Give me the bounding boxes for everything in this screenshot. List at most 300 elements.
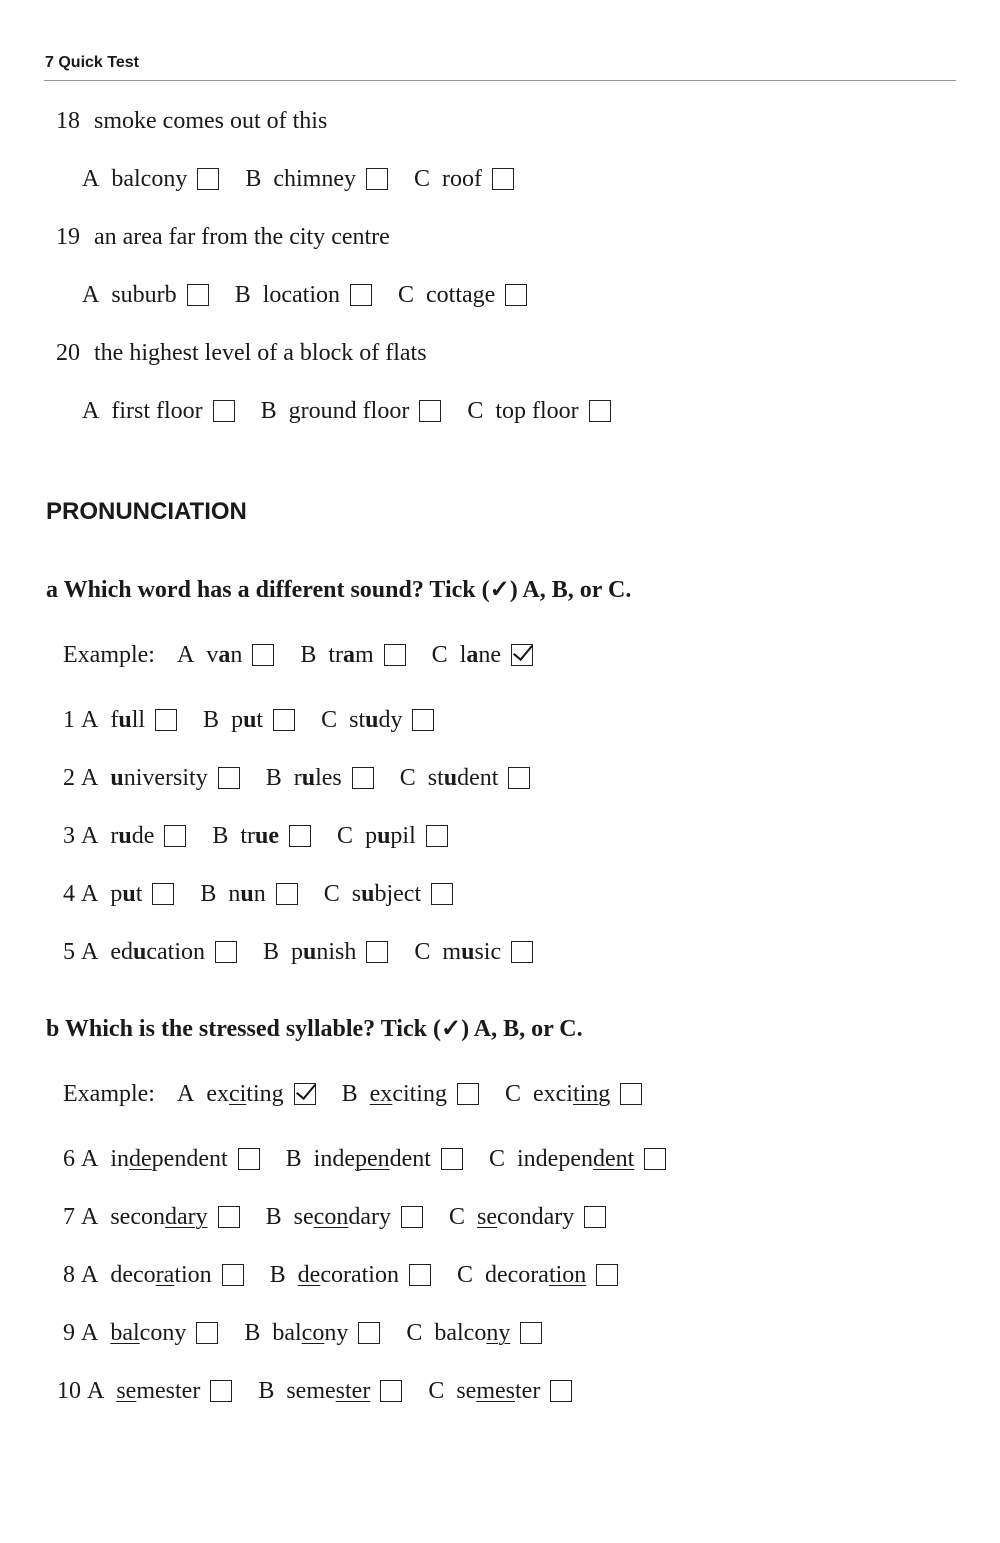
option-1-b bbox=[203, 706, 295, 734]
word-part: ny bbox=[324, 1320, 349, 1346]
word-highlight: se bbox=[116, 1378, 137, 1404]
word-part: de bbox=[131, 823, 155, 849]
checkbox[interactable] bbox=[289, 825, 311, 847]
word-part: tr bbox=[240, 823, 256, 849]
item-number: 6 bbox=[63, 1146, 75, 1172]
option-word bbox=[370, 1080, 447, 1108]
checkbox[interactable] bbox=[215, 941, 237, 963]
word-part: cony bbox=[139, 1320, 187, 1346]
option-19-c bbox=[398, 281, 527, 309]
checkbox[interactable] bbox=[155, 709, 177, 731]
checkbox[interactable] bbox=[644, 1148, 666, 1170]
word-part: m bbox=[355, 642, 374, 668]
word-highlight: se bbox=[477, 1204, 497, 1230]
option-word bbox=[206, 1080, 283, 1108]
option-10-b bbox=[258, 1377, 402, 1405]
option-letter: A bbox=[81, 1146, 99, 1172]
option-4-b bbox=[200, 880, 297, 908]
word-part: v bbox=[206, 642, 219, 668]
item-8 bbox=[63, 1261, 618, 1289]
question-18 bbox=[56, 107, 327, 135]
word-part: exci bbox=[532, 1081, 573, 1107]
word-highlight: a bbox=[218, 642, 231, 668]
item-number: 10 bbox=[57, 1378, 81, 1404]
checkbox-20-b[interactable] bbox=[419, 400, 441, 422]
item-3 bbox=[63, 822, 448, 850]
option-letter: C bbox=[488, 1146, 505, 1172]
word-highlight: dent bbox=[592, 1146, 635, 1172]
option-word bbox=[314, 1145, 431, 1173]
word-highlight: u bbox=[122, 881, 136, 907]
option-3-b bbox=[212, 822, 311, 850]
question-number: 19 bbox=[56, 224, 80, 250]
option-word: top floor bbox=[495, 398, 579, 424]
checkbox-20-c[interactable] bbox=[589, 400, 611, 422]
checkbox[interactable] bbox=[511, 941, 533, 963]
option-word bbox=[110, 1145, 227, 1173]
option-word bbox=[286, 1377, 370, 1405]
word-highlight: u bbox=[110, 765, 124, 791]
option-6-c bbox=[489, 1145, 666, 1173]
word-highlight: con bbox=[313, 1204, 349, 1230]
word-part: pil bbox=[390, 823, 416, 849]
option-word bbox=[533, 1080, 610, 1108]
option-19-a bbox=[82, 281, 209, 309]
checkbox[interactable] bbox=[508, 767, 530, 789]
option-letter: A bbox=[82, 166, 100, 192]
checkbox[interactable] bbox=[210, 1380, 232, 1402]
checkbox[interactable] bbox=[457, 1083, 479, 1105]
option-3-c bbox=[337, 822, 448, 850]
option-word bbox=[428, 764, 499, 792]
word-highlight: a bbox=[343, 642, 355, 668]
word-part: n bbox=[228, 881, 241, 907]
checkbox-ticked[interactable] bbox=[294, 1083, 316, 1105]
instruction-a: a Which word has a different sound? Tick (✓) A, B, or C. bbox=[46, 577, 632, 603]
word-part: m bbox=[442, 939, 462, 965]
option-word bbox=[442, 938, 501, 966]
word-part: citing bbox=[392, 1081, 447, 1107]
question-prompt: smoke comes out of this bbox=[94, 108, 328, 134]
word-part: ll bbox=[131, 707, 146, 733]
option-example-a bbox=[177, 641, 274, 669]
checkbox[interactable] bbox=[218, 1206, 240, 1228]
word-part: t bbox=[256, 707, 264, 733]
checkbox[interactable] bbox=[384, 644, 406, 666]
word-highlight: u bbox=[243, 707, 257, 733]
option-letter: B bbox=[260, 398, 277, 424]
word-part: decora bbox=[484, 1262, 549, 1288]
option-letter: C bbox=[413, 166, 430, 192]
option-word bbox=[110, 764, 207, 792]
option-letter: C bbox=[321, 707, 338, 733]
option-letter: B bbox=[203, 707, 220, 733]
example-label: Example: bbox=[63, 1081, 155, 1107]
checkbox[interactable] bbox=[152, 883, 174, 905]
option-word bbox=[110, 1203, 207, 1231]
checkbox[interactable] bbox=[550, 1380, 572, 1402]
option-letter: B bbox=[200, 881, 217, 907]
option-7-c bbox=[449, 1203, 606, 1231]
option-5-b bbox=[263, 938, 388, 966]
checkbox-18-c[interactable] bbox=[492, 168, 514, 190]
option-word bbox=[298, 1261, 399, 1289]
word-highlight: de bbox=[297, 1262, 321, 1288]
checkbox[interactable] bbox=[584, 1206, 606, 1228]
option-letter: A bbox=[81, 823, 99, 849]
word-highlight: u bbox=[118, 823, 132, 849]
checkbox-20-a[interactable] bbox=[213, 400, 235, 422]
checkbox-18-b[interactable] bbox=[366, 168, 388, 190]
option-2-a bbox=[63, 764, 240, 792]
option-word: suburb bbox=[111, 282, 177, 308]
word-part: tr bbox=[328, 642, 343, 668]
options-20 bbox=[82, 397, 611, 425]
option-word: balcony bbox=[111, 166, 188, 192]
header-title: 7 Quick Test bbox=[45, 54, 139, 71]
option-letter: B bbox=[341, 1081, 358, 1107]
option-word bbox=[477, 1203, 574, 1231]
item-7 bbox=[63, 1203, 606, 1231]
option-5-c bbox=[414, 938, 533, 966]
word-part: sic bbox=[474, 939, 502, 965]
word-part: deco bbox=[110, 1262, 156, 1288]
option-letter: C bbox=[398, 282, 415, 308]
option-word bbox=[328, 641, 373, 669]
example-line bbox=[63, 1080, 642, 1108]
option-word bbox=[228, 880, 265, 908]
option-word: location bbox=[262, 282, 341, 308]
word-part: dy bbox=[378, 707, 403, 733]
word-highlight: u bbox=[365, 707, 379, 733]
word-highlight: u bbox=[461, 939, 475, 965]
option-8-c bbox=[457, 1261, 618, 1289]
word-highlight: u bbox=[118, 707, 132, 733]
question-prompt: the highest level of a block of flats bbox=[94, 340, 427, 366]
option-word bbox=[110, 1319, 186, 1347]
option-word bbox=[434, 1319, 510, 1347]
checkbox-ticked[interactable] bbox=[511, 644, 533, 666]
options-19 bbox=[82, 281, 527, 309]
word-part: st bbox=[349, 707, 366, 733]
checkbox[interactable] bbox=[431, 883, 453, 905]
word-part: st bbox=[427, 765, 444, 791]
option-letter: B bbox=[265, 765, 282, 791]
word-part: ex bbox=[206, 1081, 229, 1107]
checkbox[interactable] bbox=[273, 709, 295, 731]
word-part: niversity bbox=[123, 765, 208, 791]
option-example-c bbox=[505, 1080, 642, 1108]
word-highlight: ny bbox=[486, 1320, 511, 1346]
option-19-b bbox=[235, 281, 372, 309]
option-letter: A bbox=[81, 1262, 99, 1288]
word-part: p bbox=[231, 707, 244, 733]
option-letter: C bbox=[399, 765, 416, 791]
option-letter: C bbox=[448, 1204, 465, 1230]
question-number: 20 bbox=[56, 340, 80, 366]
option-word bbox=[272, 1319, 348, 1347]
option-word bbox=[291, 938, 356, 966]
option-8-a bbox=[63, 1261, 244, 1289]
checkbox[interactable] bbox=[358, 1322, 380, 1344]
item-number: 1 bbox=[63, 707, 75, 733]
option-word: chimney bbox=[273, 166, 356, 192]
word-part: r bbox=[110, 823, 119, 849]
checkbox[interactable] bbox=[520, 1322, 542, 1344]
option-letter: A bbox=[81, 765, 99, 791]
option-word bbox=[110, 1261, 211, 1289]
word-part: seme bbox=[286, 1378, 336, 1404]
option-18-c bbox=[414, 165, 514, 193]
word-part: les bbox=[315, 765, 342, 791]
option-letter: B bbox=[265, 1204, 282, 1230]
word-highlight: bal bbox=[110, 1320, 140, 1346]
option-7-b bbox=[266, 1203, 423, 1231]
word-highlight: u bbox=[240, 881, 254, 907]
checkbox[interactable] bbox=[426, 825, 448, 847]
word-part: p bbox=[365, 823, 378, 849]
checkbox[interactable] bbox=[401, 1206, 423, 1228]
option-7-a bbox=[63, 1203, 240, 1231]
option-word bbox=[110, 706, 145, 734]
word-highlight: ting bbox=[572, 1081, 611, 1107]
word-highlight: u bbox=[443, 765, 458, 791]
checkbox[interactable] bbox=[380, 1380, 402, 1402]
checkbox-19-c[interactable] bbox=[505, 284, 527, 306]
checkbox[interactable] bbox=[276, 883, 298, 905]
option-letter: A bbox=[81, 707, 99, 733]
word-part: condary bbox=[497, 1204, 575, 1230]
option-2-b bbox=[266, 764, 374, 792]
word-highlight: u bbox=[303, 939, 317, 965]
word-highlight: pen bbox=[355, 1146, 390, 1172]
option-20-a bbox=[82, 397, 235, 425]
word-part: ne bbox=[478, 642, 502, 668]
option-9-b bbox=[244, 1319, 380, 1347]
word-part: se bbox=[456, 1378, 477, 1404]
word-highlight: u bbox=[361, 881, 375, 907]
option-20-c bbox=[467, 397, 610, 425]
option-letter: C bbox=[504, 1081, 521, 1107]
option-word bbox=[231, 706, 263, 734]
option-letter: C bbox=[467, 398, 484, 424]
option-letter: C bbox=[456, 1262, 473, 1288]
instruction-b: b Which is the stressed syllable? Tick (✓) A, B, or C. bbox=[46, 1016, 583, 1042]
option-word bbox=[240, 822, 279, 850]
item-5 bbox=[63, 938, 533, 966]
option-word bbox=[365, 822, 416, 850]
word-part: ter bbox=[515, 1378, 541, 1404]
example-label: Example: bbox=[63, 642, 155, 668]
option-letter: A bbox=[81, 1204, 99, 1230]
option-letter: A bbox=[82, 398, 100, 424]
checkbox[interactable] bbox=[218, 767, 240, 789]
option-1-a bbox=[63, 706, 177, 734]
word-part: in bbox=[110, 1146, 130, 1172]
option-letter: B bbox=[244, 1320, 261, 1346]
word-part: p bbox=[291, 939, 304, 965]
option-word: cottage bbox=[426, 282, 496, 308]
option-letter: A bbox=[176, 642, 195, 668]
item-9 bbox=[63, 1319, 542, 1347]
item-number: 5 bbox=[63, 939, 75, 965]
word-highlight: ex bbox=[369, 1081, 393, 1107]
option-letter: A bbox=[81, 881, 99, 907]
word-part: balco bbox=[434, 1320, 487, 1346]
word-highlight: ue bbox=[255, 823, 280, 849]
option-letter: C bbox=[337, 823, 354, 849]
option-18-b bbox=[245, 165, 388, 193]
option-word bbox=[116, 1377, 200, 1405]
option-word: roof bbox=[442, 166, 482, 192]
item-number: 4 bbox=[63, 881, 75, 907]
word-part: l bbox=[459, 642, 467, 668]
option-letter: A bbox=[176, 1081, 195, 1107]
option-2-c bbox=[400, 764, 531, 792]
word-part: r bbox=[293, 765, 302, 791]
option-5-a bbox=[63, 938, 237, 966]
option-letter: A bbox=[82, 282, 100, 308]
word-part: mester bbox=[136, 1378, 201, 1404]
option-letter: B bbox=[263, 939, 280, 965]
item-6 bbox=[63, 1145, 666, 1173]
checkbox[interactable] bbox=[352, 767, 374, 789]
word-part: f bbox=[110, 707, 119, 733]
checkbox[interactable] bbox=[366, 941, 388, 963]
word-highlight: u bbox=[133, 939, 147, 965]
option-9-c bbox=[406, 1319, 542, 1347]
option-word bbox=[110, 938, 205, 966]
option-letter: C bbox=[428, 1378, 445, 1404]
word-highlight: dary bbox=[165, 1204, 208, 1230]
word-part: s bbox=[351, 881, 362, 907]
checkbox-19-b[interactable] bbox=[350, 284, 372, 306]
checkbox[interactable] bbox=[412, 709, 434, 731]
word-highlight: ci bbox=[228, 1081, 247, 1107]
item-number: 8 bbox=[63, 1262, 75, 1288]
item-number: 2 bbox=[63, 765, 75, 791]
word-part: se bbox=[293, 1204, 314, 1230]
item-number: 9 bbox=[63, 1320, 75, 1346]
option-letter: B bbox=[234, 282, 251, 308]
option-20-b bbox=[261, 397, 442, 425]
option-word bbox=[206, 641, 242, 669]
word-part: indepen bbox=[517, 1146, 593, 1172]
word-highlight: mes bbox=[476, 1378, 515, 1404]
checkbox[interactable] bbox=[620, 1083, 642, 1105]
question-number: 18 bbox=[56, 108, 80, 134]
options-18 bbox=[82, 165, 514, 193]
option-word bbox=[294, 764, 342, 792]
option-word bbox=[460, 641, 501, 669]
option-10-c bbox=[428, 1377, 572, 1405]
option-letter: A bbox=[81, 939, 99, 965]
word-part: bject bbox=[374, 881, 422, 907]
option-example-b bbox=[300, 641, 405, 669]
item-1 bbox=[63, 706, 434, 734]
word-highlight: ster bbox=[335, 1378, 371, 1404]
option-letter: C bbox=[406, 1320, 423, 1346]
question-20 bbox=[56, 339, 427, 367]
option-6-b bbox=[286, 1145, 463, 1173]
item-10 bbox=[57, 1377, 572, 1405]
checkbox[interactable] bbox=[409, 1264, 431, 1286]
option-letter: B bbox=[285, 1146, 302, 1172]
word-part: cation bbox=[146, 939, 205, 965]
word-part: bal bbox=[272, 1320, 302, 1346]
section-title: PRONUNCIATION bbox=[46, 498, 247, 525]
option-example-a bbox=[177, 1080, 316, 1108]
option-word bbox=[294, 1203, 391, 1231]
example-line bbox=[63, 641, 533, 669]
option-4-a bbox=[63, 880, 174, 908]
option-9-a bbox=[63, 1319, 218, 1347]
word-part: pendent bbox=[151, 1146, 228, 1172]
option-word bbox=[110, 880, 142, 908]
word-part: dary bbox=[348, 1204, 391, 1230]
option-3-a bbox=[63, 822, 186, 850]
checkbox-19-a[interactable] bbox=[187, 284, 209, 306]
checkbox[interactable] bbox=[596, 1264, 618, 1286]
option-8-b bbox=[270, 1261, 431, 1289]
option-letter: B bbox=[245, 166, 262, 192]
option-letter: B bbox=[258, 1378, 275, 1404]
checkbox[interactable] bbox=[164, 825, 186, 847]
option-1-c bbox=[321, 706, 434, 734]
word-part: coration bbox=[320, 1262, 399, 1288]
option-4-c bbox=[324, 880, 453, 908]
option-word bbox=[110, 822, 154, 850]
option-10-a bbox=[57, 1377, 232, 1405]
checkbox[interactable] bbox=[222, 1264, 244, 1286]
item-2 bbox=[63, 764, 530, 792]
checkbox[interactable] bbox=[252, 644, 274, 666]
word-highlight: tion bbox=[548, 1262, 587, 1288]
word-highlight: u bbox=[301, 765, 316, 791]
word-part: dent bbox=[389, 1146, 431, 1172]
checkbox[interactable] bbox=[441, 1148, 463, 1170]
option-letter: B bbox=[212, 823, 229, 849]
option-letter: C bbox=[431, 642, 448, 668]
word-part: n bbox=[230, 642, 243, 668]
option-example-c bbox=[432, 641, 533, 669]
word-highlight: u bbox=[377, 823, 391, 849]
checkbox[interactable] bbox=[196, 1322, 218, 1344]
checkbox-18-a[interactable] bbox=[197, 168, 219, 190]
option-word bbox=[349, 706, 402, 734]
word-part: p bbox=[110, 881, 123, 907]
word-part: ed bbox=[110, 939, 133, 965]
option-word bbox=[485, 1261, 586, 1289]
word-highlight: de bbox=[129, 1146, 152, 1172]
option-word: ground floor bbox=[288, 398, 410, 424]
word-part: t bbox=[135, 881, 143, 907]
option-word bbox=[517, 1145, 634, 1173]
word-part: nish bbox=[316, 939, 357, 965]
question-19 bbox=[56, 223, 390, 251]
item-number: 3 bbox=[63, 823, 75, 849]
option-letter: A bbox=[87, 1378, 105, 1404]
option-letter: B bbox=[269, 1262, 286, 1288]
word-part: tion bbox=[174, 1262, 212, 1288]
option-example-b bbox=[342, 1080, 479, 1108]
word-part: n bbox=[253, 881, 266, 907]
option-letter: A bbox=[81, 1320, 99, 1346]
checkbox[interactable] bbox=[238, 1148, 260, 1170]
option-letter: C bbox=[323, 881, 340, 907]
word-part: ting bbox=[246, 1081, 284, 1107]
word-part: inde bbox=[313, 1146, 355, 1172]
